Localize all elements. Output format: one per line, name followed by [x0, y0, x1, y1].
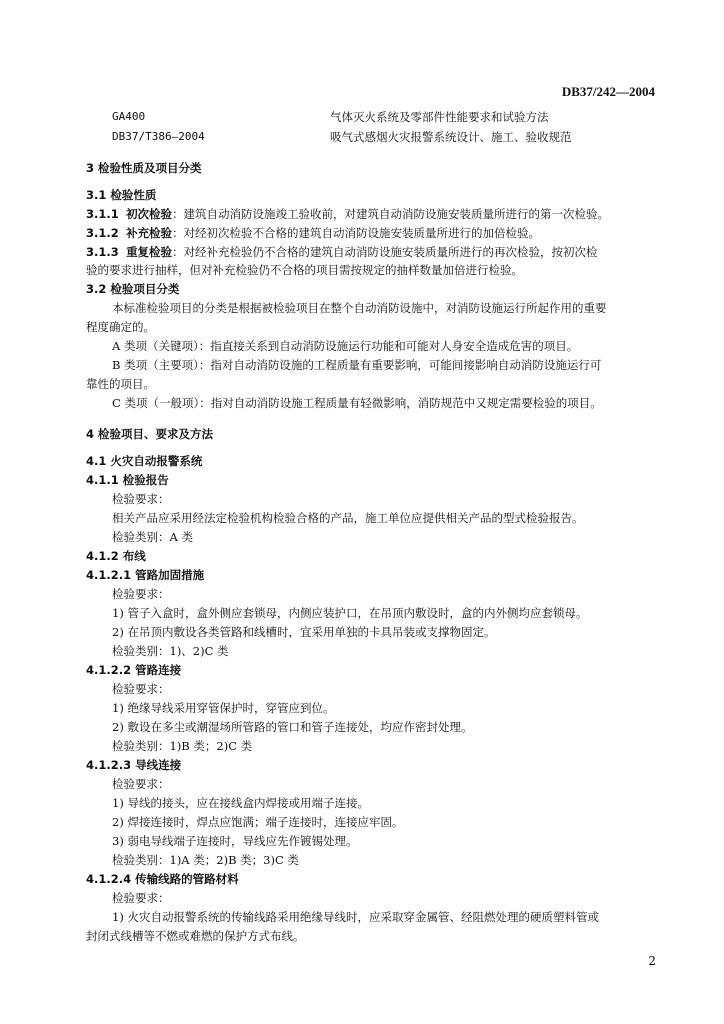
reference-title: 气体灭火系统及零部件性能要求和试验方法	[330, 110, 549, 124]
clause-number: 3.1.3	[86, 245, 119, 259]
subsection-heading: 4.1.2.4 传输线路的管路材料	[86, 872, 239, 886]
paragraph-text: 程度确定的。	[86, 320, 155, 334]
requirement-item-cont: 封闭式线槽等不燃或难燃的保护方式布线。	[86, 929, 305, 943]
subsection-heading: 3.1 检验性质	[86, 188, 157, 202]
class-b-definition: B 类项（主要项）：指对自动消防设施的工程质量有重要影响，可能间接影响自动消防设施运行可	[112, 358, 602, 372]
document-code: DB37/242—2004	[561, 84, 655, 99]
inspection-category: 检验类别：1)A 类；2)B 类；3)C 类	[112, 853, 299, 867]
requirement-label: 检验要求：	[112, 777, 170, 791]
class-a-definition: A 类项（关键项）：指直接关系到自动消防设施运行功能和可能对人身安全造成危害的项目。	[112, 339, 579, 353]
clause-text: ：对经补充检验仍不合格的建筑自动消防设施安装质量所进行的再次检验，按初次检	[172, 245, 598, 259]
subsection-heading: 4.1.2.2 管路连接	[86, 663, 182, 677]
reference-title: 吸气式感烟火灾报警系统设计、施工、验收规范	[330, 130, 572, 144]
requirement-item: 3) 弱电导线端子连接时，导线应先作镀锡处理。	[112, 834, 358, 848]
clause-3-1-1	[86, 206, 609, 222]
reference-code: DB37/T386—2004	[112, 130, 205, 143]
requirement-label: 检验要求：	[112, 587, 170, 601]
clause-text: ：建筑自动消防设施竣工验收前，对建筑自动消防设施安装质量所进行的第一次检验。	[172, 207, 610, 221]
requirement-item: 1) 绝缘导线采用穿管保护时，穿管应到位。	[112, 701, 335, 715]
paragraph-text: 本标准检验项目的分类是根据被检验项目在整个自动消防设施中，对消防设施运行所起作用的重要	[112, 301, 607, 315]
reference-code: GA400	[112, 110, 146, 123]
clause-3-1-3	[86, 244, 598, 260]
requirement-label: 检验要求：	[112, 891, 170, 905]
requirement-item: 1) 火灾自动报警系统的传输线路采用绝缘导线时，应采取穿金属管、经阻燃处理的硬质塑料管或	[112, 910, 599, 924]
section-heading: 3 检验性质及项目分类	[86, 161, 202, 175]
requirement-item: 2) 敷设在多尘或潮湿场所管路的管口和管子连接处，均应作密封处理。	[112, 720, 473, 734]
class-c-definition: C 类项（一般项）：指对自动消防设施工程质量有轻微影响，消防规范中又规定需要检验的项目。	[112, 396, 602, 410]
clause-text: ：对经初次检验不合格的建筑自动消防设施安装质量所进行的加倍检验。	[172, 226, 541, 240]
subsection-heading: 4.1.2 布线	[86, 549, 146, 563]
clause-text-continuation: 验的要求进行抽样，但对补充检验仍不合格的项目需按规定的抽样数量加倍进行检验。	[86, 263, 523, 277]
class-b-definition-cont: 靠性的项目。	[86, 377, 155, 391]
inspection-category: 检验类别：1)、2)C 类	[112, 644, 229, 658]
clause-3-1-2	[86, 225, 540, 241]
subsection-heading: 4.1 火灾自动报警系统	[86, 454, 203, 468]
clause-term: 初次检验	[126, 207, 173, 221]
requirement-item: 1) 管子入盒时，盒外侧应套锁母，内侧应装护口，在吊顶内敷设时，盒的内外侧均应套锁母。	[112, 606, 588, 620]
requirement-item: 2) 在吊顶内敷设各类管路和线槽时，宜采用单独的卡具吊装或支撑物固定。	[112, 625, 496, 639]
inspection-category: 检验类别：1)B 类；2)C 类	[112, 739, 253, 753]
clause-term: 补充检验	[126, 226, 173, 240]
page-number: 2	[648, 954, 656, 968]
requirement-label: 检验要求：	[112, 682, 170, 696]
subsection-heading: 4.1.1 检验报告	[86, 473, 169, 487]
subsection-heading: 4.1.2.1 管路加固措施	[86, 568, 205, 582]
subsection-heading: 3.2 检验项目分类	[86, 282, 180, 296]
requirement-text: 相关产品应采用经法定检验机构检验合格的产品，施工单位应提供相关产品的型式检验报告。	[112, 511, 584, 525]
requirement-item: 1) 导线的接头，应在接线盒内焊接或用端子连接。	[112, 796, 369, 810]
section-heading: 4 检验项目、要求及方法	[86, 427, 214, 441]
clause-term: 重复检验	[126, 245, 173, 259]
subsection-heading: 4.1.2.3 导线连接	[86, 758, 182, 772]
requirement-label: 检验要求：	[112, 492, 170, 506]
inspection-category: 检验类别：A 类	[112, 530, 193, 544]
clause-number: 3.1.2	[86, 226, 119, 240]
clause-number: 3.1.1	[86, 207, 119, 221]
requirement-item: 2) 焊接连接时，焊点应饱满；端子连接时，连接应牢固。	[112, 815, 404, 829]
